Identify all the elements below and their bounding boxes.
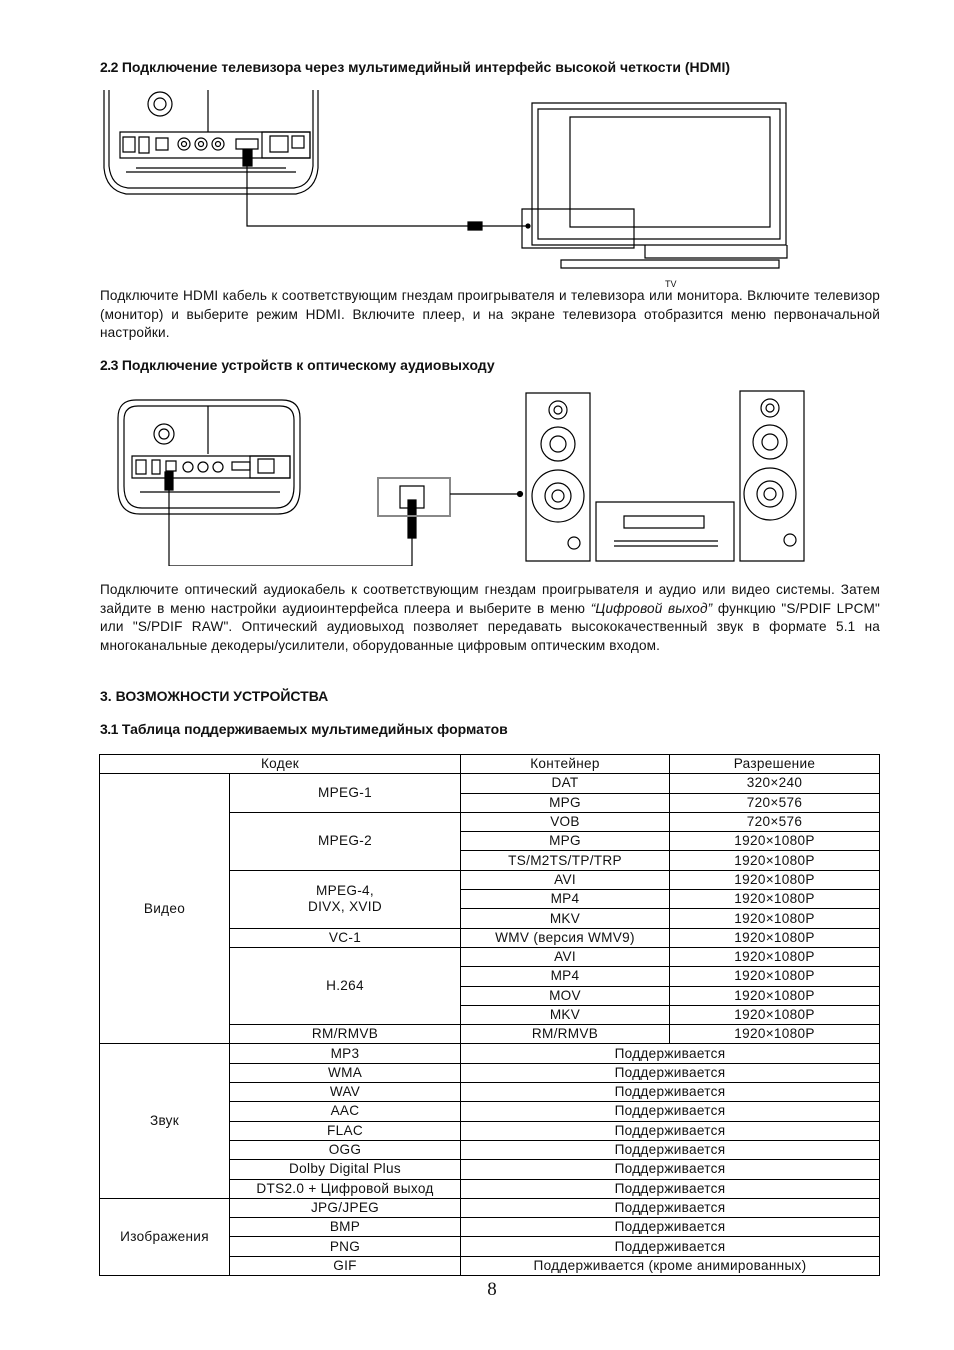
container-cell: MP4 (461, 967, 670, 986)
section-2-2-heading (100, 59, 730, 75)
codec-cell: RM/RMVB (230, 1025, 461, 1044)
header-codec: Кодек (100, 755, 461, 774)
container-cell: DAT (461, 774, 670, 793)
resolution-cell: 1920×1080P (670, 947, 880, 966)
codec-cell: VC-1 (230, 928, 461, 947)
table-row (100, 1044, 880, 1063)
container-cell: TS/M2TS/TP/TRP (461, 851, 670, 870)
format-cell: BMP (230, 1218, 461, 1237)
tv-label: TV (665, 279, 677, 289)
resolution-cell: 1920×1080P (670, 1005, 880, 1024)
optical-connection-diagram (110, 388, 810, 566)
section-2-2-number: 2.2 (100, 59, 118, 75)
optical-cable (169, 478, 523, 566)
container-cell: WMV (версия WMV9) (461, 928, 670, 947)
support-cell: Поддерживается (461, 1102, 880, 1121)
container-cell: MPG (461, 793, 670, 812)
format-cell: OGG (230, 1140, 461, 1159)
player-rear-illustration (118, 400, 300, 514)
section-3-1-number: 3.1 (100, 721, 118, 737)
category-audio: Звук (100, 1044, 230, 1198)
resolution-cell: 1920×1080P (670, 890, 880, 909)
codec-cell: MPEG-1 (230, 774, 461, 813)
resolution-cell: 1920×1080P (670, 928, 880, 947)
container-cell: RM/RMVB (461, 1025, 670, 1044)
codec-cell: MPEG-4, DIVX, XVID (230, 870, 461, 928)
container-cell: AVI (461, 870, 670, 889)
hdmi-connection-diagram (96, 88, 796, 288)
section-2-3-text (100, 581, 880, 655)
header-resolution: Разрешение (670, 755, 880, 774)
resolution-cell: 720×576 (670, 812, 880, 831)
resolution-cell: 1920×1080P (670, 870, 880, 889)
resolution-cell: 1920×1080P (670, 851, 880, 870)
resolution-cell: 1920×1080P (670, 832, 880, 851)
hdmi-cable (247, 166, 530, 230)
format-cell: MP3 (230, 1044, 461, 1063)
support-cell: Поддерживается (461, 1044, 880, 1063)
section-2-3-text-end: функцию "S/PDIF LPCM" или "S/PDIF RAW". Оптический аудиовыход позволяет передавать высококачественный звук в формате 5.1 на многоканальные декодеры/усилители, оборудованные цифровым оптическим входом. (100, 600, 880, 653)
digital-output-menu-name: “Цифровой выход” (590, 600, 713, 616)
format-cell: GIF (230, 1256, 461, 1275)
resolution-cell: 1920×1080P (670, 909, 880, 928)
section-2-3-title: Подключение устройств к оптическому аудиовыходу (121, 357, 495, 373)
resolution-cell: 1920×1080P (670, 986, 880, 1005)
container-cell: MP4 (461, 890, 670, 909)
support-cell: Поддерживается (кроме анимированных) (461, 1256, 880, 1275)
format-cell: WMA (230, 1063, 461, 1082)
support-cell: Поддерживается (461, 1237, 880, 1256)
supported-formats-table (99, 754, 880, 1276)
resolution-cell: 1920×1080P (670, 967, 880, 986)
resolution-cell: 720×576 (670, 793, 880, 812)
support-cell: Поддерживается (461, 1179, 880, 1198)
container-cell: MOV (461, 986, 670, 1005)
format-cell: AAC (230, 1102, 461, 1121)
format-cell: FLAC (230, 1121, 461, 1140)
section-2-3-text-start: Подключите оптический аудиокабель к соответствующим гнездам проигрывателя и аудио или видео системы. Затем зайдите в меню настройки аудиоинтерфейса плеера и выберите в меню (100, 582, 880, 616)
support-cell: Поддерживается (461, 1063, 880, 1082)
codec-cell: H.264 (230, 947, 461, 1024)
header-container: Контейнер (461, 755, 670, 774)
format-cell: WAV (230, 1083, 461, 1102)
formats-table-body (100, 755, 880, 1276)
player-rear-illustration (104, 90, 318, 194)
category-images: Изображения (100, 1198, 230, 1275)
format-cell: PNG (230, 1237, 461, 1256)
container-cell: MKV (461, 1005, 670, 1024)
section-2-3-number: 2.3 (100, 357, 118, 373)
support-cell: Поддерживается (461, 1218, 880, 1237)
table-row (100, 1198, 880, 1217)
container-cell: MPG (461, 832, 670, 851)
container-cell: AVI (461, 947, 670, 966)
category-video: Видео (100, 774, 230, 1044)
section-2-2-title: Подключение телевизора через мультимедийный интерфейс высокой четкости (HDMI) (121, 59, 730, 75)
support-cell: Поддерживается (461, 1160, 880, 1179)
support-cell: Поддерживается (461, 1140, 880, 1159)
table-row (100, 774, 880, 793)
table-header-row (100, 755, 880, 774)
section-2-2-text: Подключите HDMI кабель к соответствующим гнездам проигрывателя и телевизора или монитора. Включите телевизор (монитор) и выберите режим HDMI. Включите плеер, и на экране телевизора отобразится меню первоначальной настройки. (100, 288, 880, 340)
audio-system-illustration (526, 391, 804, 561)
format-cell: Dolby Digital Plus (230, 1160, 461, 1179)
container-cell: MKV (461, 909, 670, 928)
format-cell: DTS2.0 + Цифровой выход (230, 1179, 461, 1198)
page-number: 8 (487, 1279, 497, 1300)
section-3-1-title: Таблица поддерживаемых мультимедийных форматов (121, 721, 508, 737)
resolution-cell: 1920×1080P (670, 1025, 880, 1044)
section-3-heading: 3. ВОЗМОЖНОСТИ УСТРОЙСТВА (100, 688, 329, 704)
section-2-3-heading (100, 357, 495, 373)
resolution-cell: 320×240 (670, 774, 880, 793)
format-cell: JPG/JPEG (230, 1198, 461, 1217)
container-cell: VOB (461, 812, 670, 831)
tv-illustration (522, 103, 787, 268)
support-cell: Поддерживается (461, 1083, 880, 1102)
codec-cell: MPEG-2 (230, 812, 461, 870)
section-3-1-heading (100, 721, 508, 737)
support-cell: Поддерживается (461, 1198, 880, 1217)
support-cell: Поддерживается (461, 1121, 880, 1140)
